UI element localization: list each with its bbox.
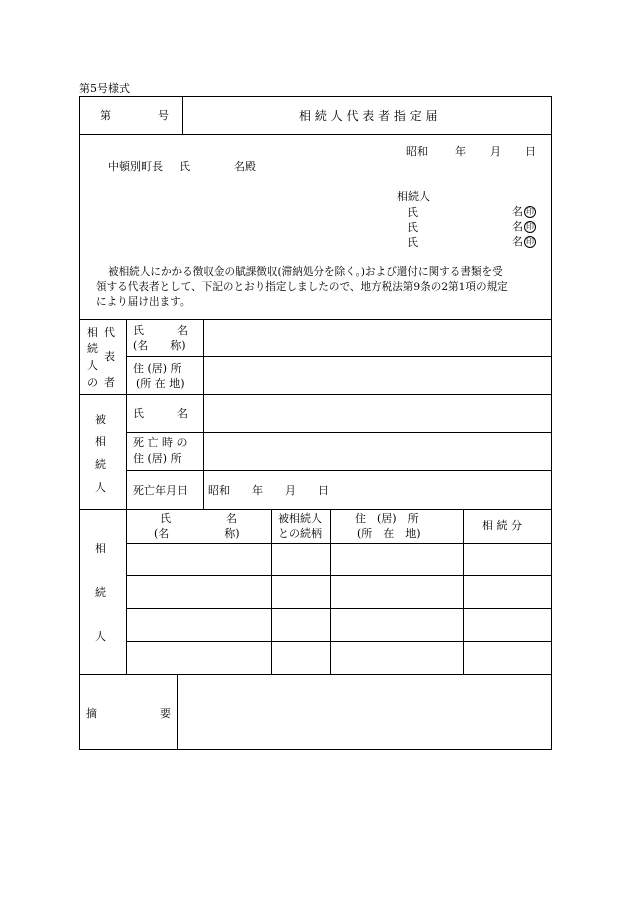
heir-share-field[interactable]: [464, 642, 551, 674]
death-address-label: 死 亡 時 の: [133, 436, 188, 449]
death-address-field[interactable]: [204, 433, 551, 470]
number-label-prefix: 第: [100, 109, 111, 122]
heir-address-field[interactable]: [331, 642, 463, 674]
heirs-col-name-alt: (名 称): [154, 527, 240, 540]
rep-name-label: 氏 名: [133, 324, 188, 337]
heir-sign-seal: 名 印: [512, 220, 534, 233]
addressee-name-label: 氏: [179, 160, 190, 173]
heirs-col-relation: 被相続人: [278, 512, 322, 525]
addressee-honorific: 名殿: [234, 160, 256, 173]
heir-address-field[interactable]: [331, 544, 463, 575]
heir-share-field[interactable]: [464, 544, 551, 575]
seal-icon: 印: [526, 207, 534, 216]
deceased-name-label: 氏 名: [133, 407, 188, 420]
deceased-side-char: 人: [95, 481, 106, 494]
heir-sign-name-label: 氏: [407, 206, 418, 219]
rep-address-label: 住 (居) 所: [133, 362, 182, 375]
deceased-side-char: 続: [95, 458, 106, 471]
heir-name-field[interactable]: [127, 609, 271, 641]
heir-sign-name-label: 氏: [407, 236, 418, 249]
heir-share-field[interactable]: [464, 576, 551, 608]
heirs-col-address: 住 (居) 所: [355, 512, 419, 525]
rep-address-field[interactable]: [204, 357, 551, 394]
summary-label-end: 要: [160, 707, 171, 720]
rep-side-char: 人: [87, 359, 98, 372]
heirs-col-relation-alt: との続柄: [278, 527, 322, 540]
addressee-office: 中頓別町長: [108, 160, 163, 173]
rep-side-char: 者: [104, 376, 115, 389]
rep-name-field[interactable]: [204, 320, 551, 356]
heirs-side-char: 続: [95, 586, 106, 599]
date-month: 月: [490, 145, 501, 158]
heir-sign-seal: 名 印: [512, 235, 534, 248]
seal-icon: 印: [526, 222, 534, 231]
number-label-suffix: 号: [158, 109, 169, 122]
death-address-label-alt: 住 (居) 所: [133, 452, 182, 465]
summary-label-start: 摘: [86, 707, 97, 720]
heir-share-field[interactable]: [464, 609, 551, 641]
deceased-name-field[interactable]: [204, 395, 551, 432]
date-era: 昭和: [406, 145, 428, 158]
rep-side-char: 表: [104, 350, 115, 363]
heir-sign-seal: 名 印: [512, 205, 534, 218]
summary-field[interactable]: [178, 675, 551, 749]
body-text-line: により届け出ます。: [96, 296, 191, 308]
rep-side-char: 相: [87, 326, 98, 339]
heir-name-field[interactable]: [127, 544, 271, 575]
rep-address-label-alt: (所 在 地): [136, 377, 185, 390]
death-date-value: 昭和 年 月 日: [208, 484, 329, 497]
heir-address-field[interactable]: [331, 576, 463, 608]
heir-name-field[interactable]: [127, 642, 271, 674]
heir-relation-field[interactable]: [272, 544, 330, 575]
form-number: 第5号様式: [79, 82, 130, 95]
heirs-sign-label: 相続人: [397, 190, 430, 203]
seal-icon: 印: [526, 237, 534, 246]
heir-relation-field[interactable]: [272, 576, 330, 608]
date-year: 年: [455, 145, 466, 158]
heir-relation-field[interactable]: [272, 609, 330, 641]
heir-relation-field[interactable]: [272, 642, 330, 674]
date-day: 日: [525, 145, 536, 158]
rep-name-label-alt: (名 称): [133, 339, 186, 352]
heirs-col-share: 相 続 分: [482, 519, 522, 532]
heirs-col-name: 氏 名: [160, 512, 237, 525]
form-title: 相 続 人 代 表 者 指 定 届: [299, 109, 438, 123]
death-date-label: 死亡年月日: [133, 484, 188, 497]
rep-side-char: 続: [87, 342, 98, 355]
rep-side-char: の: [87, 376, 98, 389]
heir-sign-name-label: 氏: [407, 221, 418, 234]
heirs-side-char: 相: [95, 542, 106, 555]
deceased-side-char: 被: [95, 413, 106, 426]
heirs-col-address-alt: (所 在 地): [357, 527, 421, 540]
deceased-side-char: 相: [95, 435, 106, 448]
heirs-side-char: 人: [95, 630, 106, 643]
body-text-line: 被相続人にかかる徴収金の賦課徴収(滞納処分を除く。)および還付に関する書類を受: [108, 266, 503, 278]
heir-address-field[interactable]: [331, 609, 463, 641]
rep-side-char: 代: [104, 326, 115, 339]
body-text-line: 領する代表者として、下記のとおり指定しましたので、地方税法第9条の2第1項の規定: [96, 281, 508, 293]
heir-name-field[interactable]: [127, 576, 271, 608]
